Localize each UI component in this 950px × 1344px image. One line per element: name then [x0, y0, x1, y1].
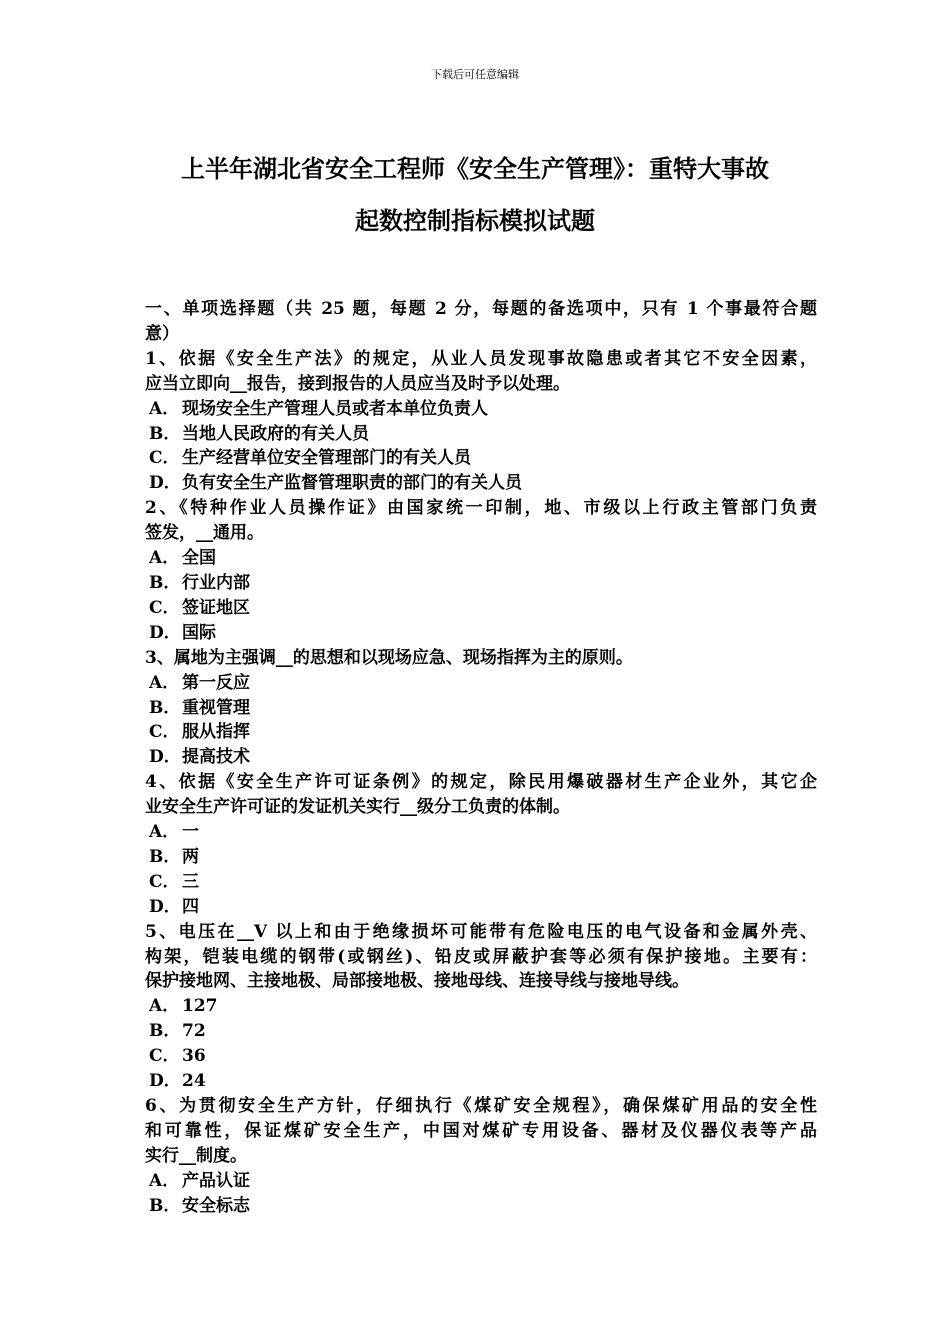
- option-text: 生产经营单位安全管理部门的有关人员: [182, 448, 471, 469]
- document-body: [145, 297, 817, 1219]
- question-text-line: 5、电压在__V 以上和由于绝缘损坏可能带有危险电压的电气设备和金属外壳、: [145, 921, 817, 942]
- option-letter: B．: [149, 1195, 181, 1216]
- question-text-line: 1、依据《安全生产法》的规定，从业人员发现事故隐患或者其它不安全因素，: [145, 348, 817, 369]
- header-note: 下载后可任意编辑: [431, 68, 519, 81]
- option-letter: D．: [149, 473, 181, 494]
- question-text-line: 实行__制度。: [145, 1145, 247, 1166]
- question-3: [145, 646, 817, 771]
- answer-option: [145, 671, 817, 696]
- question-text-line: 4、依据《安全生产许可证条例》的规定，除民用爆破器材生产企业外，其它企: [145, 772, 817, 793]
- answer-option: [145, 571, 817, 596]
- option-text: 36: [182, 1046, 206, 1067]
- option-letter: A．: [149, 1170, 180, 1191]
- answer-option: [145, 596, 817, 621]
- option-letter: B．: [149, 697, 181, 718]
- option-letter: A．: [149, 548, 180, 569]
- answer-option: [145, 446, 817, 471]
- option-letter: D．: [149, 1071, 181, 1092]
- question-text-line: 3、属地为主强调__的思想和以现场应急、现场指挥为主的原则。: [145, 647, 633, 668]
- answer-option: [145, 1069, 817, 1094]
- option-letter: A．: [149, 398, 180, 419]
- option-text: 72: [182, 1021, 206, 1042]
- answer-option: [145, 820, 817, 845]
- option-letter: B．: [149, 846, 181, 867]
- option-letter: A．: [149, 996, 180, 1017]
- option-text: 国际: [182, 622, 216, 643]
- option-letter: A．: [149, 672, 180, 693]
- answer-option: [145, 1019, 817, 1044]
- option-letter: C．: [149, 871, 180, 892]
- answer-option: [145, 745, 817, 770]
- document-title: [110, 143, 840, 247]
- question-list: [145, 347, 817, 1219]
- answer-option: [145, 471, 817, 496]
- option-text: 提高技术: [182, 747, 250, 768]
- option-letter: C．: [149, 1046, 180, 1067]
- question-text-line: 6、为贯彻安全生产方针，仔细执行《煤矿安全规程》，确保煤矿用品的安全性: [145, 1096, 817, 1116]
- option-letter: C．: [149, 722, 180, 743]
- answer-option: [145, 845, 817, 870]
- question-5: [145, 920, 817, 1094]
- option-text: 安全标志: [182, 1195, 250, 1216]
- section-heading-line-1: 一、单项选择题（共 25 题，每题 2 分，每题的备选项中，只有 1 个事最符合题: [145, 299, 817, 319]
- question-text-line: 业安全生产许可证的发证机关实行__级分工负责的体制。: [145, 797, 570, 818]
- option-text: 行业内部: [182, 572, 250, 593]
- option-text: 第一反应: [182, 672, 250, 693]
- question-text-line: 应当立即向__报告，接到报告的人员应当及时予以处理。: [145, 373, 570, 394]
- title-line-1: 上半年湖北省安全工程师《安全生产管理》：重特大事故: [181, 154, 769, 183]
- option-letter: C．: [149, 448, 180, 469]
- answer-option: [145, 720, 817, 745]
- option-text: 127: [182, 996, 218, 1017]
- answer-option: [145, 1194, 817, 1219]
- option-text: 负有安全生产监督管理职责的部门的有关人员: [182, 473, 522, 494]
- section-heading-line-2: 意）: [145, 323, 179, 344]
- option-letter: B．: [149, 1021, 181, 1042]
- option-text: 四: [182, 896, 199, 917]
- option-text: 两: [182, 846, 199, 867]
- question-6: [145, 1094, 817, 1219]
- option-letter: B．: [149, 572, 181, 593]
- question-text-line: 签发，__通用。: [145, 523, 264, 544]
- question-1: [145, 347, 817, 496]
- answer-option: [145, 696, 817, 721]
- option-text: 三: [182, 871, 199, 892]
- answer-option: [145, 422, 817, 447]
- answer-option: [145, 621, 817, 646]
- answer-option: [145, 1044, 817, 1069]
- option-text: 24: [182, 1071, 206, 1092]
- option-letter: D．: [149, 747, 181, 768]
- answer-option: [145, 1169, 817, 1194]
- question-4: [145, 770, 817, 919]
- option-text: 产品认证: [182, 1170, 250, 1191]
- title-line-2: 起数控制指标模拟试题: [355, 206, 595, 235]
- question-text-line: 2、《特种作业人员操作证》由国家统一印制，地、市级以上行政主管部门负责: [145, 498, 817, 519]
- answer-option: [145, 895, 817, 920]
- option-letter: D．: [149, 896, 181, 917]
- answer-option: [145, 546, 817, 571]
- question-text-line: 构架，铠装电缆的钢带(或钢丝)、铅皮或屏蔽护套等必须有保护接地。主要有：: [145, 946, 817, 967]
- option-letter: B．: [149, 423, 181, 444]
- option-text: 现场安全生产管理人员或者本单位负责人: [182, 398, 488, 419]
- option-text: 签证地区: [182, 597, 250, 618]
- option-text: 重视管理: [182, 697, 250, 718]
- question-2: [145, 496, 817, 645]
- option-text: 当地人民政府的有关人员: [182, 423, 369, 444]
- answer-option: [145, 397, 817, 422]
- option-text: 一: [182, 822, 199, 843]
- answer-option: [145, 994, 817, 1019]
- option-letter: A．: [149, 822, 180, 843]
- question-text-line: 保护接地网、主接地极、局部接地极、接地母线、连接导线与接地导线。: [145, 971, 689, 992]
- option-letter: D．: [149, 622, 181, 643]
- answer-option: [145, 870, 817, 895]
- option-text: 全国: [182, 548, 216, 569]
- question-text-line: 和可靠性，保证煤矿安全生产，中国对煤矿专用设备、器材及仪器仪表等产品: [145, 1120, 817, 1141]
- option-letter: C．: [149, 597, 180, 618]
- option-text: 服从指挥: [182, 722, 250, 743]
